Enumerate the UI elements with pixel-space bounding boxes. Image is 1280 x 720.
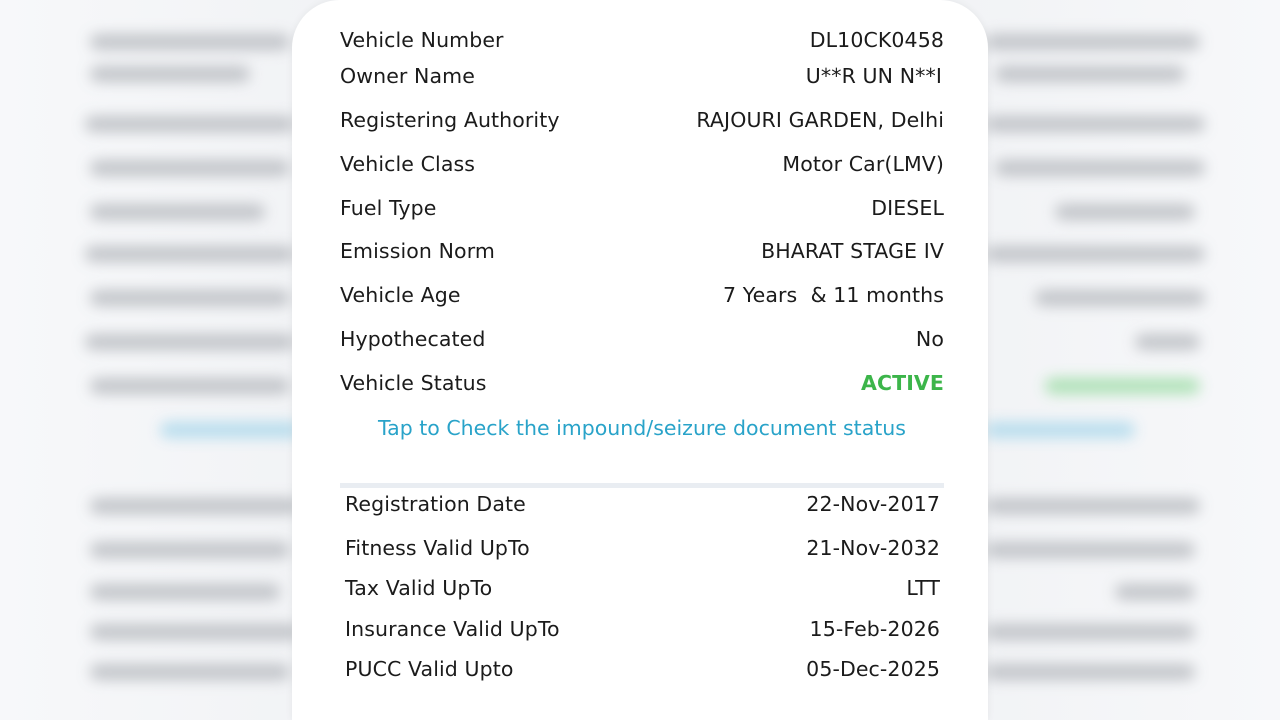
registering-authority-value: RAJOURI GARDEN, Delhi xyxy=(696,108,944,132)
status-badge: ACTIVE xyxy=(861,371,944,395)
fuel-type-value: DIESEL xyxy=(871,196,944,220)
detail-row-fuel-type xyxy=(340,196,944,220)
detail-row-vehicle-status xyxy=(340,371,944,395)
detail-label: Registering Authority xyxy=(340,108,560,132)
detail-row-tax-valid xyxy=(345,576,940,600)
detail-row-insurance-valid xyxy=(345,617,940,641)
registration-date-value: 22-Nov-2017 xyxy=(806,492,940,516)
blurred-background-right xyxy=(985,0,1205,720)
tax-valid-value: LTT xyxy=(906,576,940,600)
detail-label: Insurance Valid UpTo xyxy=(345,617,560,641)
detail-row-hypothecated xyxy=(340,327,944,351)
detail-label: Fitness Valid UpTo xyxy=(345,536,530,560)
blurred-background-left xyxy=(80,0,295,720)
detail-label: Vehicle Age xyxy=(340,283,461,307)
detail-label: Vehicle Class xyxy=(340,152,476,176)
detail-row-owner-name xyxy=(340,64,944,88)
detail-label: Hypothecated xyxy=(340,327,486,351)
detail-label: Registration Date xyxy=(345,492,526,516)
vehicle-age-value: 7 Years & 11 months xyxy=(723,283,944,307)
section-divider xyxy=(340,483,944,488)
impound-status-link[interactable]: Tap to Check the impound/seizure document status xyxy=(378,416,906,440)
vehicle-number-value: DL10CK0458 xyxy=(809,28,944,52)
emission-norm-value: BHARAT STAGE IV xyxy=(761,239,944,263)
vehicle-details-card xyxy=(292,0,988,720)
detail-label: Owner Name xyxy=(340,64,475,88)
insurance-valid-value: 15-Feb-2026 xyxy=(809,617,940,641)
detail-label: Vehicle Status xyxy=(340,371,487,395)
detail-row-vehicle-age xyxy=(340,283,944,307)
detail-label: Emission Norm xyxy=(340,239,495,263)
detail-label: Vehicle Number xyxy=(340,28,504,52)
detail-row-vehicle-class xyxy=(340,152,944,176)
detail-label: Fuel Type xyxy=(340,196,437,220)
detail-row-fitness-valid xyxy=(345,536,940,560)
detail-label: PUCC Valid Upto xyxy=(345,657,514,681)
hypothecated-value: No xyxy=(915,327,944,351)
detail-row-emission-norm xyxy=(340,239,944,263)
detail-label: Tax Valid UpTo xyxy=(345,576,493,600)
fitness-valid-value: 21-Nov-2032 xyxy=(806,536,940,560)
pucc-valid-value: 05-Dec-2025 xyxy=(806,657,940,681)
owner-name-value: U**R UN N**I xyxy=(805,64,942,88)
detail-row-pucc-valid xyxy=(345,657,940,681)
vehicle-class-value: Motor Car(LMV) xyxy=(782,152,944,176)
detail-row-registering-authority xyxy=(340,108,944,132)
detail-row-registration-date xyxy=(345,492,940,516)
detail-row-vehicle-number xyxy=(340,28,944,52)
